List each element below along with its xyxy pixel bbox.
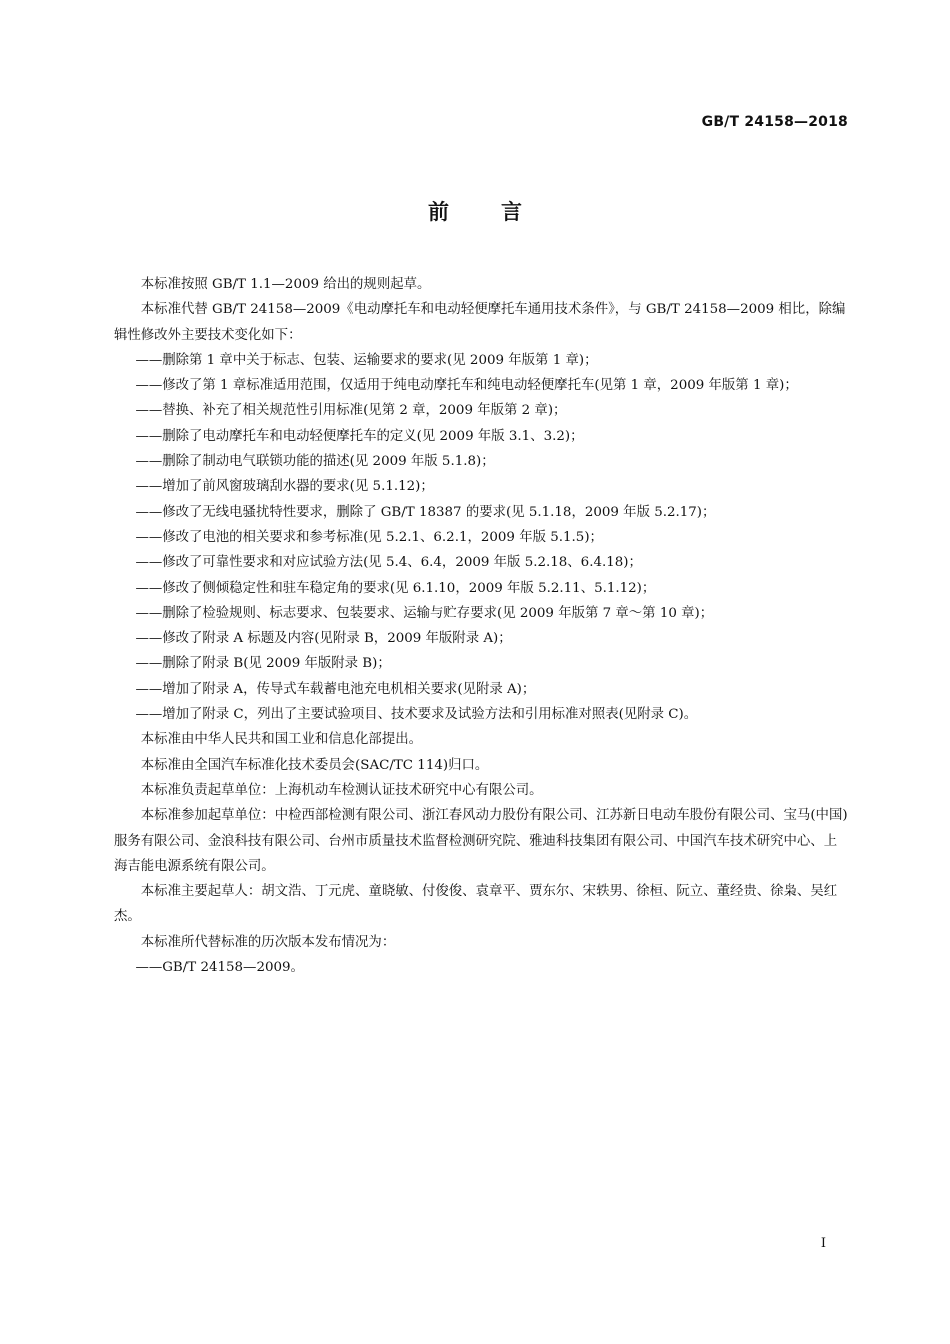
paragraph-committee: 本标准由全国汽车标准化技术委员会(SAC/TC 114)归口。 xyxy=(140,757,489,773)
page-title: 前言 xyxy=(428,200,574,224)
change-item: ——删除第 1 章中关于标志、包装、运输要求的要求(见 2009 年版第 1 章)； xyxy=(135,352,598,368)
page-number: I xyxy=(820,1236,826,1251)
history-item: ——GB/T 24158—2009。 xyxy=(135,960,304,976)
change-item: ——修改了附录 A 标题及内容(见附录 B，2009 年版附录 A)； xyxy=(135,631,512,647)
paragraph-drafting-rules: 本标准按照 GB/T 1.1—2009 给出的规则起草。 xyxy=(140,277,431,292)
change-item: ——增加了附录 C，列出了主要试验项目、技术要求及试验方法和引用标准对照表(见附录 C)。 xyxy=(135,707,698,723)
change-item: ——删除了制动电气联锁功能的描述(见 2009 年版 5.1.8)； xyxy=(135,454,495,470)
paragraph-participants: 本标准参加起草单位：中检西部检测有限公司、浙江春风动力股份有限公司、江苏新日电动车股份有限公司、宝马(中国)服务有限公司、金浪科技有限公司、台州市质量技术监督检测研究院、雅迪科技集团有限公司、中国汽车技术研究中心、上海吉能电源系统有限公司。 xyxy=(114,808,848,874)
change-item: ——修改了可靠性要求和对应试验方法(见 5.4、6.4，2009 年版 5.2.18、6.4.18)； xyxy=(135,555,642,571)
paragraph-authors: 本标准主要起草人：胡文浩、丁元虎、童晓敏、付俊俊、袁章平、贾东尔、宋轶男、徐桓、阮立、董经贵、徐枭、吴红杰。 xyxy=(114,884,838,925)
change-item: ——删除了检验规则、标志要求、包装要求、运输与贮存要求(见 2009 年版第 7 章～第 10 章)； xyxy=(135,605,714,621)
change-item: ——增加了前风窗玻璃刮水器的要求(见 5.1.12)； xyxy=(135,479,434,495)
change-item: ——修改了电池的相关要求和参考标准(见 5.2.1、6.2.1，2009 年版 5.1.5)； xyxy=(135,529,603,545)
change-item: ——修改了侧倾稳定性和驻车稳定角的要求(见 6.1.10，2009 年版 5.2.11、5.1.12)； xyxy=(135,580,656,596)
change-item: ——修改了无线电骚扰特性要求，删除了 GB/T 18387 的要求(见 5.1.18，2009 年版 5.2.17)； xyxy=(135,504,716,520)
paragraph-proposer: 本标准由中华人民共和国工业和信息化部提出。 xyxy=(140,732,422,748)
change-item: ——删除了电动摩托车和电动轻便摩托车的定义(见 2009 年版 3.1、3.2)； xyxy=(135,428,584,444)
change-item: ——增加了附录 A，传导式车载蓄电池充电机相关要求(见附录 A)； xyxy=(135,681,536,697)
standard-code: GB/T 24158—2018 xyxy=(701,114,848,130)
paragraph-history-intro: 本标准所代替标准的历次版本发布情况为： xyxy=(140,934,396,950)
change-item: ——修改了第 1 章标准适用范围，仅适用于纯电动摩托车和纯电动轻便摩托车(见第 1 章，2009 年版第 1 章)； xyxy=(135,378,798,394)
change-item: ——删除了附录 B(见 2009 年版附录 B)； xyxy=(135,656,391,672)
change-item: ——替换、补充了相关规范性引用标准(见第 2 章，2009 年版第 2 章)； xyxy=(135,403,567,419)
foreword-body xyxy=(114,272,850,980)
paragraph-replacement: 本标准代替 GB/T 24158—2009《电动摩托车和电动轻便摩托车通用技术条件》，与 GB/T 24158—2009 相比，除编辑性修改外主要技术变化如下： xyxy=(114,302,846,343)
paragraph-lead-drafter: 本标准负责起草单位：上海机动车检测认证技术研究中心有限公司。 xyxy=(140,782,543,798)
